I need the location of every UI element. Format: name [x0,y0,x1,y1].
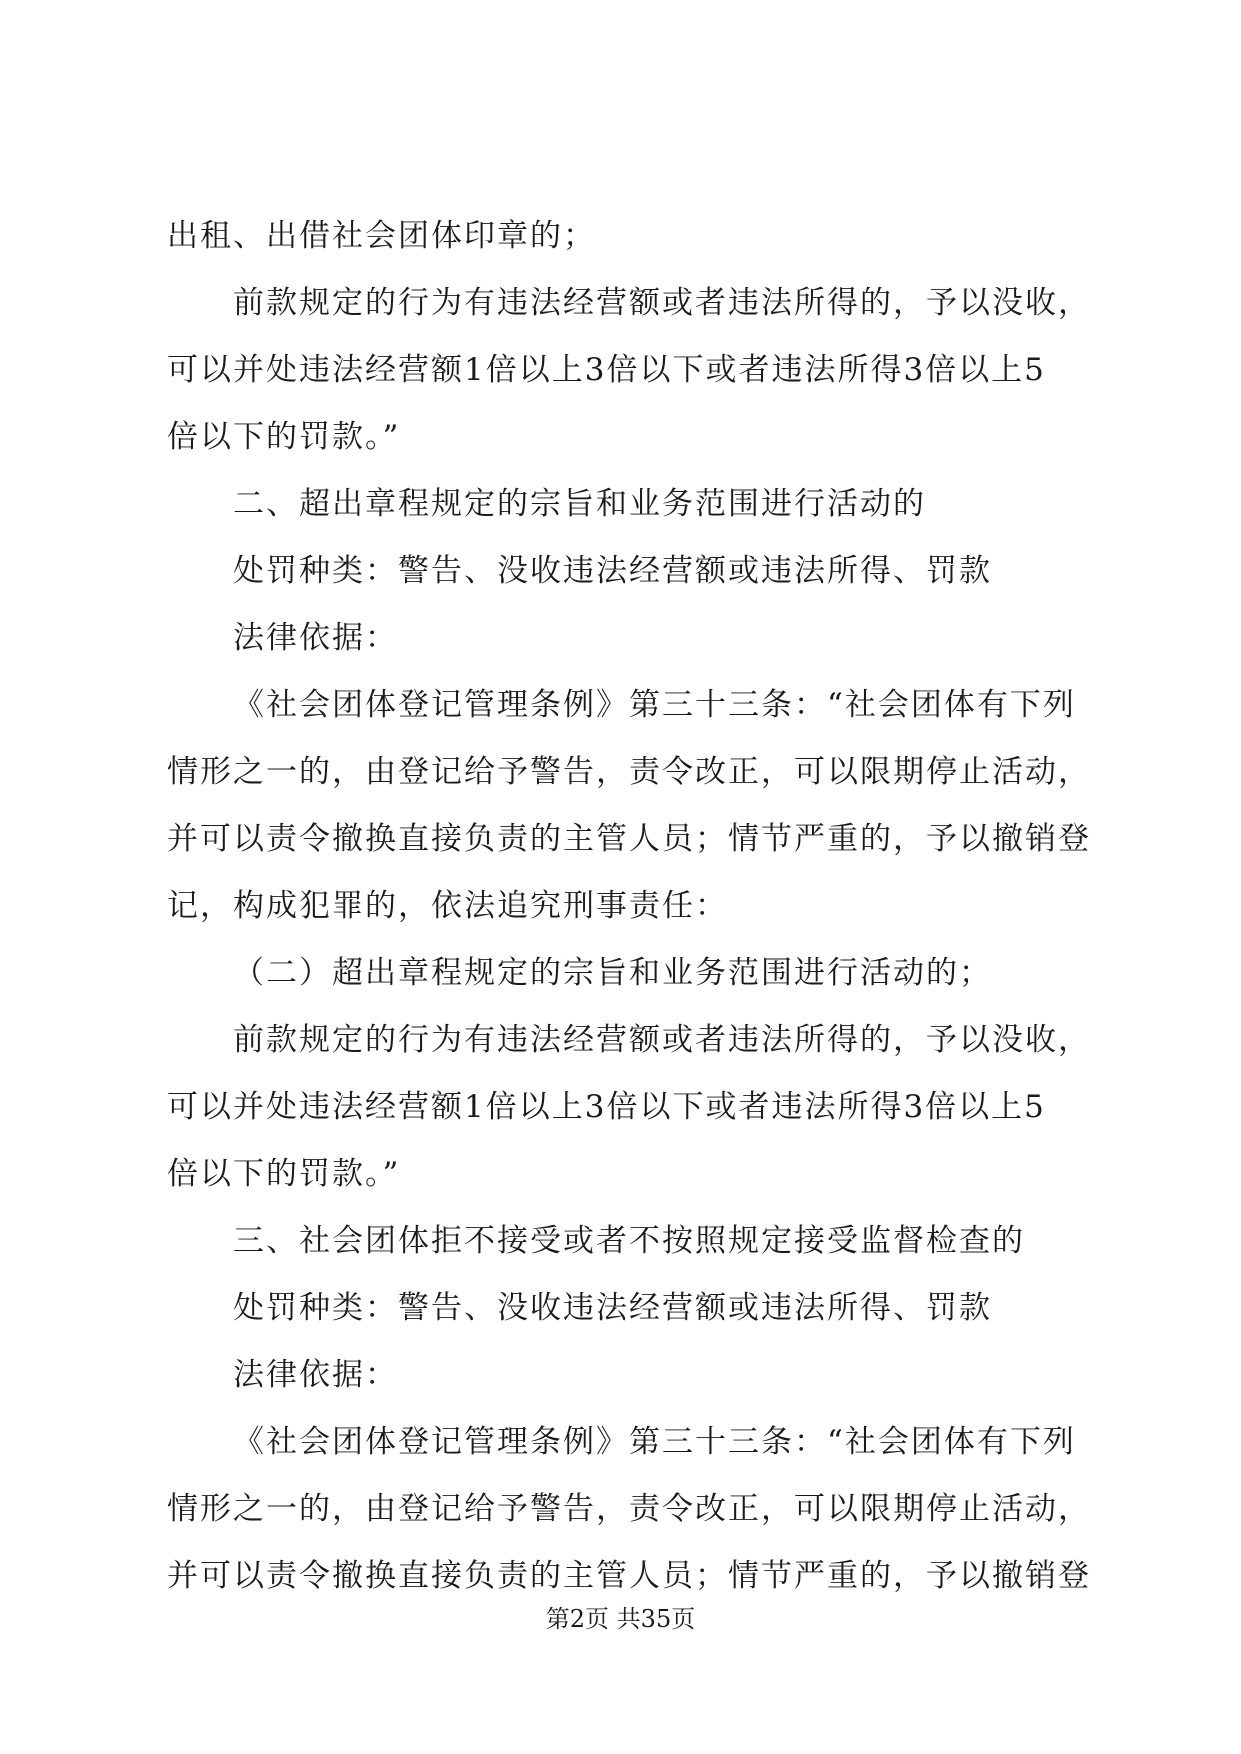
body-line-20: 情形之一的，由登记给予警告，责令改正，可以限期停止活动， [167,1491,1091,1527]
body-line-9: 情形之一的，由登记给予警告，责令改正，可以限期停止活动， [167,754,1091,790]
body-line-21: 并可以责令撤换直接负责的主管人员；情节严重的，予以撤销登 [167,1558,1091,1594]
body-line-12: （二）超出章程规定的宗旨和业务范围进行活动的； [233,955,992,991]
body-line-13: 前款规定的行为有违法经营额或者违法所得的，予以没收， [233,1022,1091,1058]
body-line-4: 倍以下的罚款。” [167,419,401,455]
section-heading-3: 三、社会团体拒不接受或者不按照规定接受监督检查的 [233,1223,1025,1259]
section-heading-2: 二、超出章程规定的宗旨和业务范围进行活动的 [233,486,926,522]
body-line-14: 可以并处违法经营额1倍以上3倍以下或者违法所得3倍以上5 [167,1089,1046,1125]
legal-basis-label: 法律依据： [233,620,398,656]
body-line-15: 倍以下的罚款。” [167,1156,401,1192]
body-line-10: 并可以责令撤换直接负责的主管人员；情节严重的，予以撤销登 [167,821,1091,857]
body-line-19: 《社会团体登记管理条例》第三十三条：“社会团体有下列 [233,1424,1076,1460]
body-line-2: 前款规定的行为有违法经营额或者违法所得的，予以没收， [233,285,1091,321]
body-line-1: 出租、出借社会团体印章的； [167,218,596,254]
body-line-11: 记，构成犯罪的，依法追究刑事责任： [167,888,728,924]
body-line-3: 可以并处违法经营额1倍以上3倍以下或者违法所得3倍以上5 [167,352,1046,388]
body-line-8: 《社会团体登记管理条例》第三十三条：“社会团体有下列 [233,687,1076,723]
penalty-type-line-2: 处罚种类：警告、没收违法经营额或违法所得、罚款 [233,1290,992,1326]
page-number-footer: 第2页 共35页 [545,1605,696,1633]
legal-basis-label-2: 法律依据： [233,1357,398,1393]
penalty-type-line: 处罚种类：警告、没收违法经营额或违法所得、罚款 [233,553,992,589]
